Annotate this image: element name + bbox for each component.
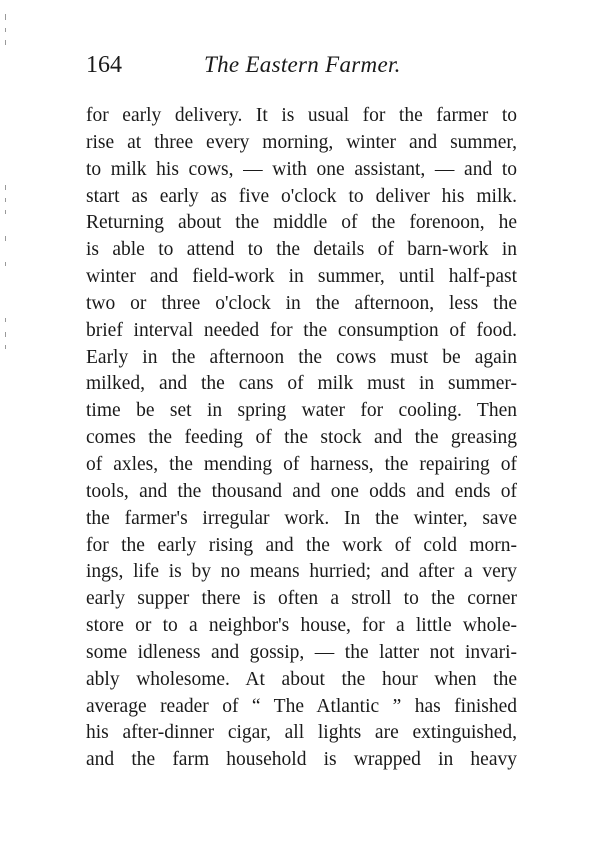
- text-line: comes the feeding of the stock and the greasing: [86, 427, 517, 449]
- margin-mark: [5, 198, 6, 202]
- text-line: ings, life is by no means hurried; and after a very: [86, 561, 517, 583]
- margin-mark: [5, 210, 6, 214]
- text-line: for the early rising and the work of cold morn-: [86, 534, 517, 556]
- text-line: for early delivery. It is usual for the farmer to: [86, 105, 517, 126]
- margin-mark: [5, 28, 6, 32]
- text-line: two or three o'clock in the afternoon, less the: [86, 292, 517, 314]
- text-line: milked, and the cans of milk must in summer-: [86, 373, 517, 395]
- text-line: rise at three every morning, winter and summer,: [86, 131, 517, 153]
- text-line: Returning about the middle of the forenoon, he: [86, 212, 517, 234]
- text-line: of axles, the mending of harness, the repairing of: [86, 453, 517, 475]
- text-line: is able to attend to the details of barn-work in: [86, 239, 517, 261]
- text-line: his after-dinner cigar, all lights are extinguished,: [86, 722, 517, 744]
- margin-mark: [5, 262, 6, 266]
- text-line: some idleness and gossip, — the latter not invari-: [86, 641, 517, 663]
- margin-mark: [5, 40, 6, 45]
- body-text: [86, 103, 517, 774]
- margin-mark: [5, 345, 6, 349]
- text-line: store or to a neighbor's house, for a little whole-: [86, 615, 517, 637]
- margin-mark: [5, 185, 6, 190]
- text-line: average reader of “ The Atlantic ” has finished: [86, 695, 517, 717]
- text-line: the farmer's irregular work. In the winter, save: [86, 507, 517, 529]
- text-line: and the farm household is wrapped in heavy: [86, 749, 517, 771]
- margin-mark: [5, 14, 6, 20]
- text-line: Early in the afternoon the cows must be again: [86, 346, 517, 368]
- text-line: time be set in spring water for cooling. Then: [86, 400, 517, 422]
- margin-mark: [5, 318, 6, 322]
- margin-mark: [5, 332, 6, 337]
- running-title: The Eastern Farmer.: [204, 52, 401, 77]
- page-number: 164: [86, 52, 122, 78]
- text-line: start as early as five o'clock to deliver his milk.: [86, 185, 517, 207]
- text-line: brief interval needed for the consumption of food.: [86, 319, 517, 341]
- text-line: winter and field-work in summer, until half-past: [86, 266, 517, 288]
- page-header: [86, 52, 516, 82]
- text-line: to milk his cows, — with one assistant, — and to: [86, 158, 517, 180]
- text-line: tools, and the thousand and one odds and ends of: [86, 480, 517, 502]
- margin-mark: [5, 236, 6, 241]
- text-line: early supper there is often a stroll to the corner: [86, 588, 517, 610]
- scan-margin-marks: [3, 0, 13, 843]
- text-line: ably wholesome. At about the hour when the: [86, 668, 517, 690]
